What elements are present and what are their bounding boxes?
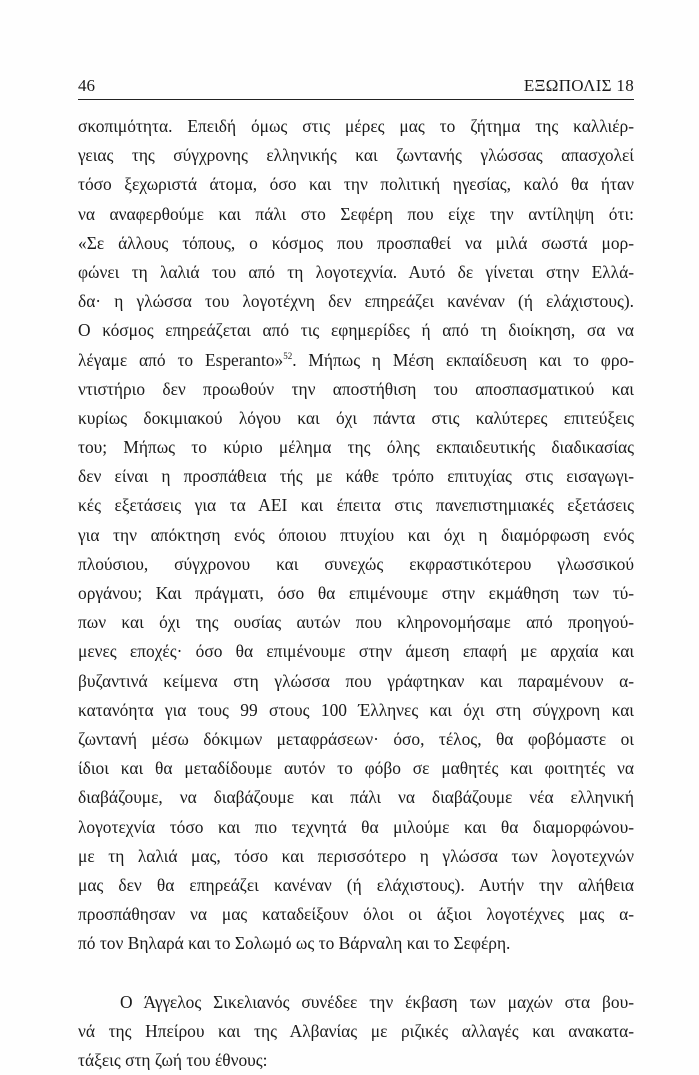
text-line: Ο Άγγελος Σικελιανός συνέδεε την έκβαση των μαχών στα βου-: [120, 991, 634, 1012]
text-line: Ο κόσμος επηρεάζεται από τις εφημερίδες ή από τη διοίκηση, σα να: [78, 320, 634, 341]
text-line: πων και όχι της ουσίας αυτών που κληρονομήσαμε από προηγού-: [78, 612, 634, 633]
text-line: μενες εποχές· όσο θα επιμένουμε στην άμεση επαφή με αρχαία και: [78, 641, 634, 662]
text-line: κές εξετάσεις για τα ΑΕΙ και έπειτα στις πανεπιστημιακές εξετάσεις: [78, 495, 634, 516]
page-number: 46: [78, 76, 95, 95]
text-line: να αναφερθούμε και πάλι στο Σεφέρη που είχε την αντίληψη ότι:: [78, 203, 634, 224]
text-line: μας δεν θα επηρεάζει κανέναν (ή ελάχιστους). Αυτήν την αλήθεια: [78, 874, 634, 895]
paragraph-2: [78, 988, 634, 1075]
text-line: ντιστήριο δεν προωθούν την αποστήθιση του αποσπασματικού και: [78, 378, 634, 399]
header-rule: [78, 99, 634, 100]
text-line: ζωντανή μέσω δόκιμων μεταφράσεων· όσο, τέλος, θα φοβόμαστε οι: [78, 728, 634, 749]
text-segment: . Μήπως η Μέση εκπαίδευση και το φρο-: [292, 349, 634, 370]
text-line: οργάνου; Και πράγματι, όσο θα επιμένουμε στην εκμάθηση των τύ-: [78, 583, 634, 603]
text-line: πλούσιου, σύγχρονου και συνεχώς εκφραστικότερου γλωσσικού: [78, 553, 634, 574]
text-line: λογοτεχνία τόσο και πιο τεχνητά θα μιλούμε και θα διαμορφώνου-: [78, 816, 634, 837]
text-segment: λέγαμε από το Esperanto»: [78, 349, 284, 370]
text-line: «Σε άλλους τόπους, ο κόσμος που προσπαθεί να μιλά σωστά μορ-: [78, 232, 634, 253]
paragraph-1: [78, 112, 634, 958]
text-line: τόσο ξεχωριστά άτομα, όσο και την πολιτική ηγεσίας, καλό θα ήταν: [78, 174, 634, 195]
text-line: νά της Ηπείρου και της Αλβανίας με ριζικές αλλαγές και ανακατα-: [78, 1020, 634, 1041]
text-line: για την απόκτηση ενός όποιου πτυχίου και όχι η διαμόρφωση ενός: [78, 524, 634, 545]
running-title: ΕΞΩΠΟΛΙΣ 18: [523, 76, 634, 95]
text-line: κυρίως δοκιμιακού λόγου και όχι πάντα στις καλύτερες επιτεύξεις: [78, 407, 634, 428]
text-line: κατανόητα για τους 99 στους 100 Έλληνες και όχι στη σύγχρονη και: [78, 699, 634, 720]
text-line: φώνει τη λαλιά του από τη λογοτεχνία. Αυτό δε γίνεται στην Ελλά-: [78, 261, 634, 282]
body-text: [78, 112, 634, 1075]
text-line: προσπάθησαν να μας καταδείξουν όλοι οι άξιοι λογοτέχνες μας α-: [78, 904, 634, 925]
text-line: γειας της σύγχρονης ελληνικής και ζωντανής γλώσσας απασχολεί: [78, 145, 634, 166]
text-line: τάξεις στη ζωή του έθνους:: [78, 1050, 268, 1070]
text-line-with-footnote: [78, 346, 634, 375]
text-line: διαβάζουμε, να διαβάζουμε και πάλι να διαβάζουμε νέα ελληνική: [78, 787, 634, 808]
text-line: με τη λαλιά μας, τόσο και περισσότερο η γλώσσα των λογοτεχνών: [78, 845, 634, 866]
text-line: δεν είναι η προσπάθεια τής με κάθε τρόπο επιτυχίας στις εισαγωγι-: [78, 466, 634, 487]
paragraph-gap: [78, 958, 634, 987]
text-line: πό τον Βηλαρά και το Σολωμό ως το Βάρναλη και το Σεφέρη.: [78, 933, 511, 954]
text-line: του; Μήπως το κύριο μέλημα της όλης εκπαιδευτικής διαδικασίας: [78, 437, 634, 458]
text-line: βυζαντινά κείμενα στη γλώσσα που γράφτηκαν και παραμένουν α-: [78, 670, 634, 691]
text-line: σκοπιμότητα. Επειδή όμως στις μέρες μας το ζήτημα της καλλιέρ-: [78, 116, 634, 136]
running-header: [78, 76, 634, 98]
footnote-reference: 52: [283, 350, 293, 361]
text-line: δα· η γλώσσα του λογοτέχνη δεν επηρεάζει κανέναν (ή ελάχιστους).: [78, 291, 634, 312]
text-line: ίδιοι και θα μεταδίδουμε αυτόν το φόβο σε μαθητές και φοιτητές να: [78, 758, 634, 779]
